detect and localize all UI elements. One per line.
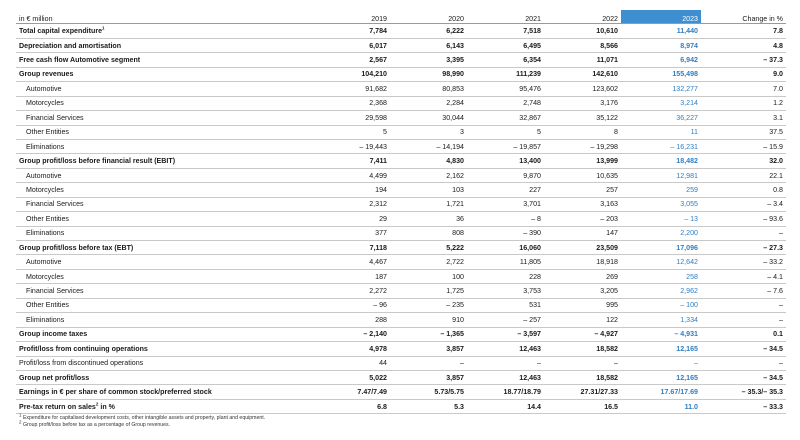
value-2020: 3 [390,125,467,139]
table-row [16,38,786,52]
value-2022: 27.31/27.33 [544,385,621,399]
value-2019: 91,682 [313,82,390,96]
table-row [16,125,786,139]
table-body [16,24,786,414]
table-row [16,53,786,67]
value-2023: 2,200 [621,226,701,240]
value-2020: 910 [390,313,467,327]
value-change: – [701,298,786,312]
value-change: – 3.4 [701,197,786,211]
value-change: – 35.3/– 35.3 [701,385,786,399]
value-2023: – 4,931 [621,327,701,341]
value-2022: 122 [544,313,621,327]
value-2021: 531 [467,298,544,312]
year-header-2022: 2022 [544,10,621,24]
value-change: – 27.3 [701,241,786,255]
value-2019: 288 [313,313,390,327]
table-row [16,24,786,38]
row-label: Profit/loss from continuing operations [16,342,313,356]
value-2020: 3,395 [390,53,467,67]
value-2021: 95,476 [467,82,544,96]
value-2021: 11,805 [467,255,544,269]
table-row [16,385,786,399]
value-2020: 1,725 [390,284,467,298]
table-row [16,226,786,240]
value-2019: – 2,140 [313,327,390,341]
value-2019: 2,312 [313,197,390,211]
value-2022: 10,610 [544,24,621,38]
value-2022: 23,509 [544,241,621,255]
value-2020: 1,721 [390,197,467,211]
row-label: Profit/loss from discontinued operations [16,356,313,370]
value-2021: 14.4 [467,399,544,413]
value-change: 1.2 [701,96,786,110]
value-2019: 5 [313,125,390,139]
value-2020: 6,222 [390,24,467,38]
value-2020: – 235 [390,298,467,312]
value-2023: 3,055 [621,197,701,211]
value-2023: – 100 [621,298,701,312]
value-2021: 9,870 [467,168,544,182]
row-label: Depreciation and amortisation [16,38,313,52]
year-header-2023: 2023 [621,10,701,24]
value-2022: – 203 [544,212,621,226]
value-2023: 17,096 [621,241,701,255]
value-2022: – 19,298 [544,139,621,153]
value-2022: 18,918 [544,255,621,269]
year-header-2021: 2021 [467,10,544,24]
value-2020: 3,857 [390,370,467,384]
value-change: – 33.3 [701,399,786,413]
row-label: Motorcycles [16,96,313,110]
row-label: Total capital expenditure$^1$ [16,24,313,38]
value-2019: 2,567 [313,53,390,67]
value-2019: 29 [313,212,390,226]
value-2021: 3,701 [467,197,544,211]
row-label: Group profit/loss before financial result (EBIT) [16,154,313,168]
value-2020: 2,162 [390,168,467,182]
value-change: – 4.1 [701,269,786,283]
value-2020: 2,722 [390,255,467,269]
value-2023: 11.0 [621,399,701,413]
value-2022: 3,163 [544,197,621,211]
value-2019: 7.47/7.49 [313,385,390,399]
value-2023: 12,165 [621,370,701,384]
unit-label: in € million [16,10,313,24]
row-label: Financial Services [16,111,313,125]
value-change: 3.1 [701,111,786,125]
value-2019: – 19,443 [313,139,390,153]
value-2022: 10,635 [544,168,621,182]
value-2019: 4,467 [313,255,390,269]
row-label: Motorcycles [16,183,313,197]
value-2021: 5 [467,125,544,139]
footnote-2: $^2$ Group profit/loss before tax as a percentage of Group revenues. [19,419,171,428]
value-2020: 5.3 [390,399,467,413]
value-2023: – [621,356,701,370]
value-2022: 35,122 [544,111,621,125]
value-2019: – 96 [313,298,390,312]
value-2021: 32,867 [467,111,544,125]
value-2022: 16.5 [544,399,621,413]
value-2022: 18,582 [544,342,621,356]
value-change: – 37.3 [701,53,786,67]
value-2021: 6,354 [467,53,544,67]
value-2021: 12,463 [467,342,544,356]
value-2023: – 16,231 [621,139,701,153]
value-2021: 6,495 [467,38,544,52]
value-2023: 259 [621,183,701,197]
table-header-row [16,10,786,24]
row-label: Group income taxes [16,327,313,341]
table-row [16,96,786,110]
value-2021: – 3,597 [467,327,544,341]
value-change: – 15.9 [701,139,786,153]
table-row [16,241,786,255]
row-label: Eliminations [16,139,313,153]
value-2022: – [544,356,621,370]
value-change: – 7.6 [701,284,786,298]
value-2021: – 390 [467,226,544,240]
value-2023: 12,642 [621,255,701,269]
value-2020: 808 [390,226,467,240]
value-2023: 132,277 [621,82,701,96]
value-2023: 11,440 [621,24,701,38]
value-2019: 2,368 [313,96,390,110]
value-change: 0.1 [701,327,786,341]
value-2023: 2,962 [621,284,701,298]
row-label: Automotive [16,168,313,182]
value-2022: 123,602 [544,82,621,96]
value-2019: 44 [313,356,390,370]
value-2023: 11 [621,125,701,139]
row-label: Group revenues [16,67,313,81]
value-2022: 8 [544,125,621,139]
row-label: Earnings in € per share of common stock/preferred stock [16,385,313,399]
table-row [16,298,786,312]
value-change: – 34.5 [701,342,786,356]
value-2023: 258 [621,269,701,283]
table-row [16,284,786,298]
value-2021: 18.77/18.79 [467,385,544,399]
row-label: Pre-tax return on sales$^2$ in % [16,399,313,413]
value-2021: – 8 [467,212,544,226]
value-2023: 155,498 [621,67,701,81]
table-row [16,212,786,226]
value-change: – 34.5 [701,370,786,384]
row-label: Eliminations [16,226,313,240]
value-2020: 100 [390,269,467,283]
table-row [16,111,786,125]
value-2019: 2,272 [313,284,390,298]
row-label: Other Entities [16,212,313,226]
value-2021: 3,753 [467,284,544,298]
value-2023: 12,165 [621,342,701,356]
value-2019: 5,022 [313,370,390,384]
value-2020: – 1,365 [390,327,467,341]
value-change: – [701,313,786,327]
value-2020: 5.73/5.75 [390,385,467,399]
value-2022: 18,582 [544,370,621,384]
value-2019: 194 [313,183,390,197]
value-2022: 8,566 [544,38,621,52]
table-row [16,197,786,211]
value-2019: 4,978 [313,342,390,356]
value-2019: 6.8 [313,399,390,413]
row-label: Motorcycles [16,269,313,283]
value-2023: 17.67/17.69 [621,385,701,399]
value-2021: 7,518 [467,24,544,38]
value-change: 22.1 [701,168,786,182]
value-2021: 2,748 [467,96,544,110]
row-label: Group net profit/loss [16,370,313,384]
value-2021: 111,239 [467,67,544,81]
value-2019: 7,784 [313,24,390,38]
value-2023: 18,482 [621,154,701,168]
year-header-2020: 2020 [390,10,467,24]
value-2020: 5,222 [390,241,467,255]
value-2023: – 13 [621,212,701,226]
table-row [16,67,786,81]
value-2021: 13,400 [467,154,544,168]
table-row [16,342,786,356]
value-change: – 93.6 [701,212,786,226]
value-change: 4.8 [701,38,786,52]
row-label: Other Entities [16,298,313,312]
value-change: 9.0 [701,67,786,81]
row-label: Group profit/loss before tax (EBT) [16,241,313,255]
value-2020: 80,853 [390,82,467,96]
row-label: Automotive [16,255,313,269]
table-row [16,370,786,384]
value-2020: 103 [390,183,467,197]
value-2022: 995 [544,298,621,312]
value-2023: 6,942 [621,53,701,67]
value-2022: 147 [544,226,621,240]
value-2021: – [467,356,544,370]
value-2021: 16,060 [467,241,544,255]
value-change: – 33.2 [701,255,786,269]
table-row [16,269,786,283]
value-2021: 227 [467,183,544,197]
footnotes [19,412,266,429]
value-2021: 12,463 [467,370,544,384]
row-label: Other Entities [16,125,313,139]
value-change: 7.8 [701,24,786,38]
table-row [16,183,786,197]
value-change: – [701,356,786,370]
value-2023: 3,214 [621,96,701,110]
table-row [16,168,786,182]
value-2022: 269 [544,269,621,283]
value-2021: – 19,857 [467,139,544,153]
value-2019: 187 [313,269,390,283]
table-row [16,399,786,413]
value-2020: 98,990 [390,67,467,81]
row-label: Free cash flow Automotive segment [16,53,313,67]
value-2022: 11,071 [544,53,621,67]
value-2019: 377 [313,226,390,240]
table-row [16,154,786,168]
value-2020: 30,044 [390,111,467,125]
value-2023: 36,227 [621,111,701,125]
table-row [16,139,786,153]
row-label: Eliminations [16,313,313,327]
value-2022: 13,999 [544,154,621,168]
value-2022: 3,205 [544,284,621,298]
value-2020: – [390,356,467,370]
value-2019: 6,017 [313,38,390,52]
value-change: 32.0 [701,154,786,168]
value-2019: 7,118 [313,241,390,255]
table-row [16,327,786,341]
value-change: – [701,226,786,240]
value-2023: 1,334 [621,313,701,327]
table-row [16,313,786,327]
value-2020: 6,143 [390,38,467,52]
value-2020: 4,830 [390,154,467,168]
value-change: 37.5 [701,125,786,139]
year-header-2019: 2019 [313,10,390,24]
row-label: Automotive [16,82,313,96]
value-change: 0.8 [701,183,786,197]
value-2019: 7,411 [313,154,390,168]
row-label: Financial Services [16,197,313,211]
value-2020: 36 [390,212,467,226]
value-2021: – 257 [467,313,544,327]
value-2020: 3,857 [390,342,467,356]
value-2020: – 14,194 [390,139,467,153]
row-label: Financial Services [16,284,313,298]
value-2022: 3,176 [544,96,621,110]
value-2022: 142,610 [544,67,621,81]
value-2019: 29,598 [313,111,390,125]
change-header: Change in % [701,10,786,24]
financial-table [16,10,786,414]
value-2021: 228 [467,269,544,283]
value-change: 7.0 [701,82,786,96]
value-2022: 257 [544,183,621,197]
value-2023: 12,981 [621,168,701,182]
table-row [16,356,786,370]
value-2023: 8,974 [621,38,701,52]
table-row [16,255,786,269]
table-row [16,82,786,96]
footnote-1: $^1$ Expenditure for capitalised development costs, other intangible assets and property, plant and equipment. [19,412,266,421]
value-2022: – 4,927 [544,327,621,341]
value-2019: 104,210 [313,67,390,81]
value-2019: 4,499 [313,168,390,182]
value-2020: 2,284 [390,96,467,110]
